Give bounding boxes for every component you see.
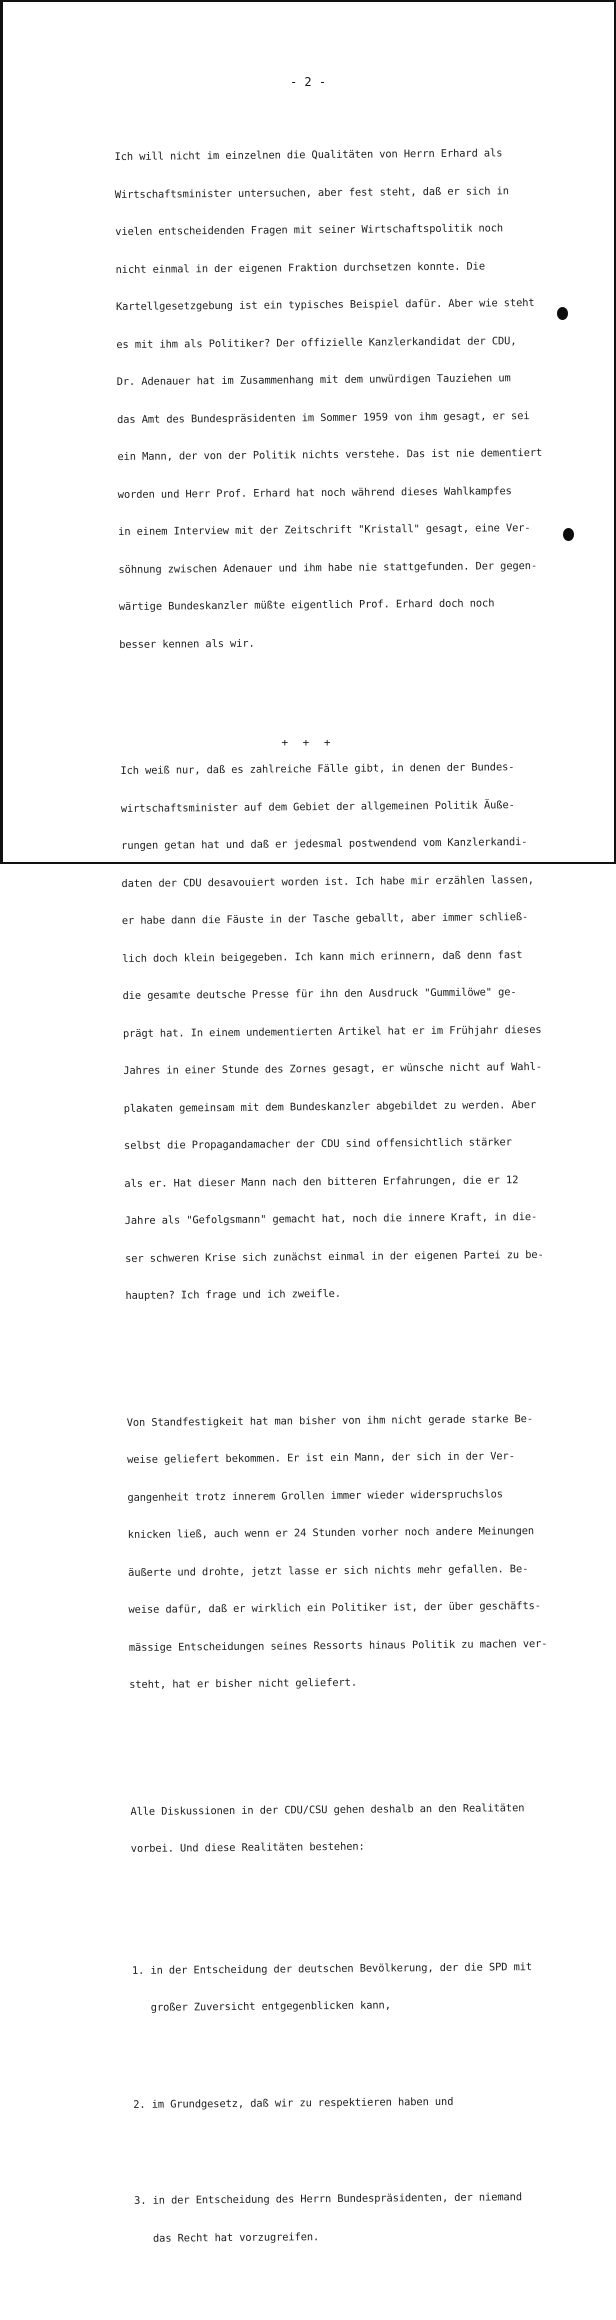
text-line: Ich weiß nur, daß es zahlreiche Fälle gibt, in denen der Bundes-: [120, 761, 515, 777]
text-line: Dr. Adenauer hat im Zusammenhang mit dem unwürdigen Tauziehen um: [116, 372, 511, 388]
text-line: Von Standfestigkeit hat man bisher von ihm nicht gerade starke Be-: [126, 1412, 534, 1429]
scan-border-top: [0, 0, 616, 2]
text-line: besser kennen als wir.: [119, 637, 255, 651]
text-line: nicht einmal in der eigenen Fraktion durchsetzen konnte. Die: [115, 259, 486, 276]
list-item-2: [133, 2069, 604, 2136]
list-item-3: [134, 2165, 605, 2270]
paragraph-4: [130, 1776, 601, 1881]
numbered-list: [131, 1901, 605, 2295]
text-line: vielen entscheidenden Fragen mit seiner Wirtschaftspolitik noch: [115, 222, 504, 238]
text-line: söhnung zwischen Adenauer und ihm habe nie stattgefunden. Der gegen-: [118, 559, 538, 576]
text-line: als er. Hat dieser Mann nach den bitteren Erfahrungen, die er 12: [124, 1173, 519, 1190]
text-line: knicken ließ, auch wenn er 24 Stunden vorher noch andere Meinungen: [127, 1525, 535, 1541]
text-line: Wirtschaftsminister untersuchen, aber fest steht, daß er sich in: [114, 184, 509, 201]
text-line: das Amt des Bundespräsidenten im Sommer 1959 von ihm gesagt, er sei: [116, 409, 530, 426]
punch-hole-mark: [563, 528, 574, 541]
text-line: wärtige Bundeskanzler müßte eigentlich Prof. Erhard doch noch: [118, 597, 495, 613]
text-line: äußerte und drohte, jetzt lasse er sich nichts mehr gefallen. Be-: [128, 1562, 529, 1579]
text-line: plakaten gemeinsam mit dem Bundeskanzler abgebildet zu werden. Aber: [123, 1098, 537, 1115]
text-line: worden und Herr Prof. Erhard hat noch während dieses Wahlkampfes: [117, 484, 512, 501]
text-line: es mit ihm als Politiker? Der offizielle Kanzlerkandidat der CDU,: [116, 334, 517, 351]
text-line: 1. in der Entscheidung der deutschen Bevölkerung, der die SPD mit: [131, 1960, 533, 1977]
text-line: Jahres in einer Stunde des Zornes gesagt, er wünsche nicht auf Wahl-: [123, 1060, 542, 1077]
text-line: gangenheit trotz innerem Grollen immer wieder widerspruchslos: [127, 1487, 503, 1504]
text-line: Ich will nicht im einzelnen die Qualitäten von Herrn Erhard als: [114, 147, 503, 163]
text-line: das Recht hat vorzugreifen.: [134, 2230, 320, 2245]
text-line: Jahre als "Gefolgsmann" gemacht hat, noch die innere Kraft, in die-: [124, 1210, 538, 1227]
text-line: wirtschaftsminister auf dem Gebiet der allgemeinen Politik Äuße-: [120, 798, 515, 815]
text-line: prägt hat. In einem undementierten Artikel hat er im Frühjahr dieses: [122, 1023, 542, 1040]
text-line: weise dafür, daß er wirklich ein Politiker ist, der über geschäfts-: [128, 1599, 541, 1616]
paragraph-spacer: [120, 696, 590, 715]
text-line: selbst die Propagandamacher der CDU sind offensichtlich stärker: [123, 1136, 512, 1152]
text-line: großer Zuversicht entgegenblicken kann,: [132, 1999, 391, 2014]
paragraph-spacer: [126, 1348, 596, 1367]
text-line: Kartellgesetzgebung ist ein typisches Beispiel dafür. Aber wie steht: [115, 296, 535, 313]
text-line: ser schweren Krise sich zunächst einmal in der eigenen Partei zu be-: [125, 1248, 544, 1265]
text-line: weise geliefert bekommen. Er ist ein Mann, der sich in der Ver-: [126, 1450, 515, 1466]
paragraph-1: [114, 121, 589, 675]
scan-border-left: [0, 0, 3, 864]
text-line: rungen getan hat und daß er jedesmal postwendend vom Kanzlerkandi-: [121, 836, 528, 852]
text-line: haupten? Ich frage und ich zweifle.: [125, 1287, 341, 1302]
document-body: [114, 96, 605, 2319]
text-line: mässige Entscheidungen seines Ressorts hinaus Politik zu machen ver-: [128, 1637, 548, 1654]
text-line: in einem Interview mit der Zeitschrift "Kristall" gesagt, eine Ver-: [118, 522, 531, 538]
page-number: - 2 -: [289, 75, 327, 89]
text-line: steht, hat er bisher nicht geliefert.: [129, 1676, 358, 1691]
text-line: die gesamte deutsche Presse für ihn den Ausdruck "Gummilöwe" ge-: [122, 986, 517, 1002]
paragraph-3: [126, 1387, 599, 1716]
text-line: ein Mann, der von der Politik nichts verstehe. Das ist nie dementiert: [117, 446, 543, 463]
text-line: vorbei. Und diese Realitäten bestehen:: [130, 1840, 365, 1855]
list-item-1: [132, 1935, 603, 2040]
text-line: daten der CDU desavouiert worden ist. Ich habe mir erzählen lassen,: [121, 873, 534, 890]
end-mark: + + +: [281, 736, 335, 749]
text-line: Alle Diskussionen in der CDU/CSU gehen deshalb an den Realitäten: [130, 1801, 525, 1818]
text-line: lich doch klein beigegeben. Ich kann mich erinnern, daß denn fast: [122, 948, 523, 965]
text-line: er habe dann die Fäuste in der Tasche geballt, aber immer schließ-: [121, 911, 529, 927]
paragraph-2: [120, 735, 596, 1327]
paragraph-spacer: [130, 1737, 600, 1756]
punch-hole-mark: [557, 307, 568, 320]
text-line: 2. im Grundgesetz, daß wir zu respektieren haben und: [133, 2095, 454, 2111]
text-line: 3. in der Entscheidung des Herrn Bundespräsidenten, der niemand: [134, 2191, 523, 2207]
